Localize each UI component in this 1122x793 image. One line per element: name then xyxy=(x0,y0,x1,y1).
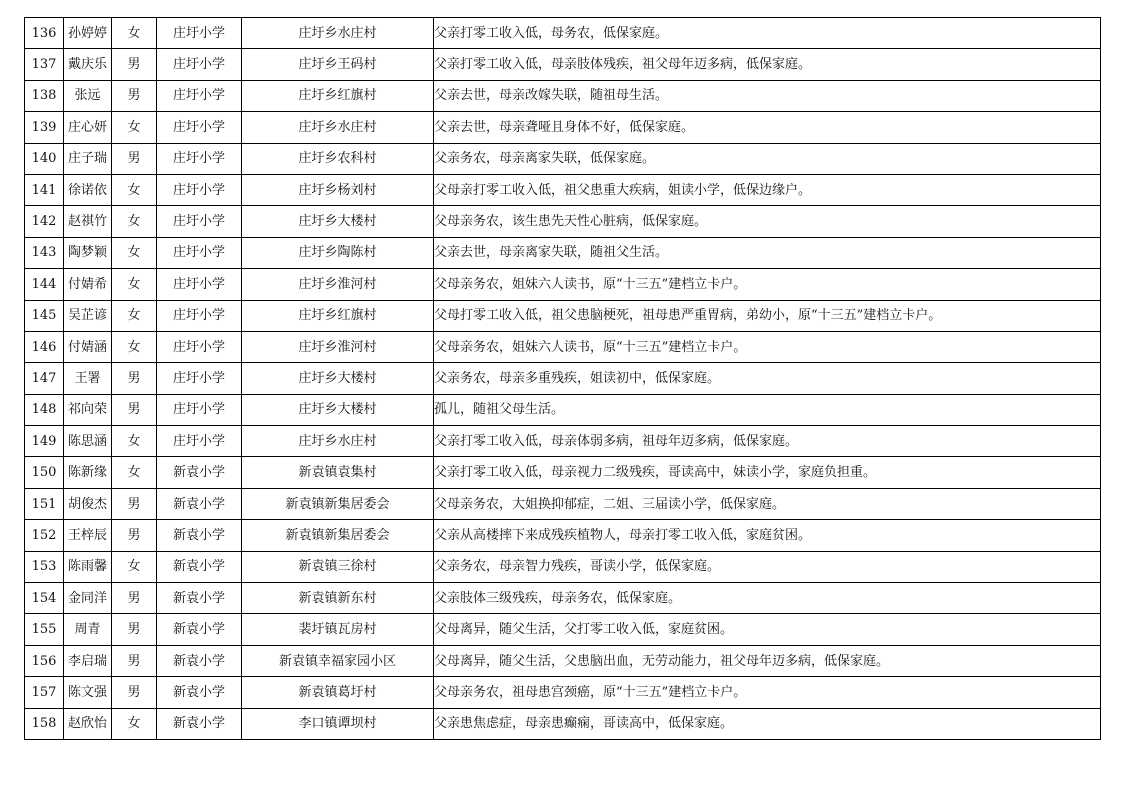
student-name-cell: 祁向荣 xyxy=(64,394,112,425)
row-number-cell: 156 xyxy=(25,645,64,676)
table-row xyxy=(25,300,1101,331)
student-name-cell: 金同洋 xyxy=(64,583,112,614)
hardship-reason-cell: 父母离异，随父生活，父打零工收入低，家庭贫困。 xyxy=(434,614,1101,645)
student-gender-cell: 女 xyxy=(112,551,157,582)
hardship-reason-cell: 父亲去世，母亲聋哑且身体不好，低保家庭。 xyxy=(434,112,1101,143)
student-name-cell: 赵祺竹 xyxy=(64,206,112,237)
hardship-reason-cell: 父亲患焦虑症，母亲患癫痫，哥读高中，低保家庭。 xyxy=(434,708,1101,739)
table-row xyxy=(25,457,1101,488)
hardship-reason-cell: 父母亲务农，祖母患宫颈癌，原“十三五”建档立卡户。 xyxy=(434,677,1101,708)
hardship-reason-cell: 父亲肢体三级残疾，母亲务农，低保家庭。 xyxy=(434,583,1101,614)
hardship-reason-cell: 父母亲务农，姐妹六人读书，原“十三五”建档立卡户。 xyxy=(434,269,1101,300)
home-address-cell: 庄圩乡水庄村 xyxy=(242,426,434,457)
student-name-cell: 庄心妍 xyxy=(64,112,112,143)
row-number-cell: 137 xyxy=(25,49,64,80)
table-row xyxy=(25,394,1101,425)
student-name-cell: 陈新缘 xyxy=(64,457,112,488)
home-address-cell: 庄圩乡红旗村 xyxy=(242,80,434,111)
hardship-reason-cell: 孤儿，随祖父母生活。 xyxy=(434,394,1101,425)
student-gender-cell: 男 xyxy=(112,583,157,614)
table-row xyxy=(25,269,1101,300)
student-name-cell: 陈文强 xyxy=(64,677,112,708)
home-address-cell: 新袁镇新东村 xyxy=(242,583,434,614)
home-address-cell: 庄圩乡水庄村 xyxy=(242,18,434,49)
row-number-cell: 154 xyxy=(25,583,64,614)
row-number-cell: 148 xyxy=(25,394,64,425)
hardship-reason-cell: 父母打零工收入低，祖父患脑梗死，祖母患严重胃病，弟幼小，原“十三五”建档立卡户。 xyxy=(434,300,1101,331)
hardship-reason-cell: 父母亲打零工收入低，祖父患重大疾病，姐读小学，低保边缘户。 xyxy=(434,174,1101,205)
home-address-cell: 庄圩乡大楼村 xyxy=(242,363,434,394)
row-number-cell: 142 xyxy=(25,206,64,237)
home-address-cell: 庄圩乡淮河村 xyxy=(242,331,434,362)
school-name-cell: 新袁小学 xyxy=(157,614,242,645)
table-row xyxy=(25,237,1101,268)
student-gender-cell: 女 xyxy=(112,112,157,143)
row-number-cell: 151 xyxy=(25,488,64,519)
row-number-cell: 155 xyxy=(25,614,64,645)
student-gender-cell: 男 xyxy=(112,363,157,394)
school-name-cell: 新袁小学 xyxy=(157,551,242,582)
student-gender-cell: 女 xyxy=(112,206,157,237)
student-name-cell: 戴庆乐 xyxy=(64,49,112,80)
hardship-reason-cell: 父亲打零工收入低，母亲视力二级残疾，哥读高中，妹读小学，家庭负担重。 xyxy=(434,457,1101,488)
student-gender-cell: 男 xyxy=(112,520,157,551)
school-name-cell: 庄圩小学 xyxy=(157,112,242,143)
student-gender-cell: 女 xyxy=(112,174,157,205)
student-gender-cell: 男 xyxy=(112,394,157,425)
student-gender-cell: 男 xyxy=(112,488,157,519)
table-row xyxy=(25,426,1101,457)
school-name-cell: 庄圩小学 xyxy=(157,174,242,205)
home-address-cell: 庄圩乡大楼村 xyxy=(242,394,434,425)
hardship-reason-cell: 父亲从高楼摔下来成残疾植物人，母亲打零工收入低，家庭贫困。 xyxy=(434,520,1101,551)
student-gender-cell: 男 xyxy=(112,49,157,80)
school-name-cell: 庄圩小学 xyxy=(157,394,242,425)
home-address-cell: 庄圩乡红旗村 xyxy=(242,300,434,331)
table-row xyxy=(25,80,1101,111)
student-name-cell: 王署 xyxy=(64,363,112,394)
student-name-cell: 张远 xyxy=(64,80,112,111)
student-gender-cell: 男 xyxy=(112,143,157,174)
table-body xyxy=(25,18,1101,740)
student-name-cell: 陈雨馨 xyxy=(64,551,112,582)
home-address-cell: 裴圩镇瓦房村 xyxy=(242,614,434,645)
student-name-cell: 徐诺依 xyxy=(64,174,112,205)
student-gender-cell: 男 xyxy=(112,645,157,676)
table-row xyxy=(25,645,1101,676)
table-row xyxy=(25,488,1101,519)
student-name-cell: 李启瑞 xyxy=(64,645,112,676)
school-name-cell: 新袁小学 xyxy=(157,488,242,519)
home-address-cell: 新袁镇袁集村 xyxy=(242,457,434,488)
home-address-cell: 新袁镇幸福家园小区 xyxy=(242,645,434,676)
table-row xyxy=(25,331,1101,362)
school-name-cell: 庄圩小学 xyxy=(157,300,242,331)
row-number-cell: 150 xyxy=(25,457,64,488)
hardship-reason-cell: 父亲打零工收入低，母亲肢体残疾，祖父母年迈多病，低保家庭。 xyxy=(434,49,1101,80)
hardship-reason-cell: 父亲务农，母亲智力残疾，哥读小学，低保家庭。 xyxy=(434,551,1101,582)
table-row xyxy=(25,18,1101,49)
row-number-cell: 136 xyxy=(25,18,64,49)
student-name-cell: 孙婷婷 xyxy=(64,18,112,49)
student-name-cell: 庄子瑞 xyxy=(64,143,112,174)
student-name-cell: 周青 xyxy=(64,614,112,645)
student-gender-cell: 女 xyxy=(112,708,157,739)
table-row xyxy=(25,520,1101,551)
home-address-cell: 庄圩乡农科村 xyxy=(242,143,434,174)
hardship-reason-cell: 父亲务农，母亲离家失联，低保家庭。 xyxy=(434,143,1101,174)
school-name-cell: 庄圩小学 xyxy=(157,18,242,49)
home-address-cell: 庄圩乡王码村 xyxy=(242,49,434,80)
home-address-cell: 新袁镇三徐村 xyxy=(242,551,434,582)
table-row xyxy=(25,363,1101,394)
student-name-cell: 付婧涵 xyxy=(64,331,112,362)
home-address-cell: 新袁镇葛圩村 xyxy=(242,677,434,708)
school-name-cell: 庄圩小学 xyxy=(157,363,242,394)
student-gender-cell: 男 xyxy=(112,677,157,708)
table-row xyxy=(25,143,1101,174)
school-name-cell: 新袁小学 xyxy=(157,457,242,488)
student-name-cell: 吴芷谚 xyxy=(64,300,112,331)
student-gender-cell: 女 xyxy=(112,237,157,268)
hardship-reason-cell: 父母亲务农，姐妹六人读书，原“十三五”建档立卡户。 xyxy=(434,331,1101,362)
school-name-cell: 庄圩小学 xyxy=(157,269,242,300)
student-aid-table xyxy=(24,17,1101,740)
table-row xyxy=(25,614,1101,645)
student-gender-cell: 女 xyxy=(112,269,157,300)
school-name-cell: 庄圩小学 xyxy=(157,206,242,237)
school-name-cell: 新袁小学 xyxy=(157,520,242,551)
table-row xyxy=(25,583,1101,614)
student-gender-cell: 男 xyxy=(112,614,157,645)
home-address-cell: 庄圩乡陶陈村 xyxy=(242,237,434,268)
home-address-cell: 新袁镇新集居委会 xyxy=(242,488,434,519)
row-number-cell: 145 xyxy=(25,300,64,331)
school-name-cell: 庄圩小学 xyxy=(157,331,242,362)
row-number-cell: 143 xyxy=(25,237,64,268)
table-row xyxy=(25,206,1101,237)
row-number-cell: 152 xyxy=(25,520,64,551)
home-address-cell: 庄圩乡大楼村 xyxy=(242,206,434,237)
home-address-cell: 庄圩乡水庄村 xyxy=(242,112,434,143)
home-address-cell: 庄圩乡淮河村 xyxy=(242,269,434,300)
student-gender-cell: 女 xyxy=(112,331,157,362)
school-name-cell: 新袁小学 xyxy=(157,583,242,614)
table-row xyxy=(25,174,1101,205)
row-number-cell: 149 xyxy=(25,426,64,457)
school-name-cell: 庄圩小学 xyxy=(157,80,242,111)
hardship-reason-cell: 父母亲务农，该生患先天性心脏病，低保家庭。 xyxy=(434,206,1101,237)
row-number-cell: 139 xyxy=(25,112,64,143)
table-row xyxy=(25,708,1101,739)
row-number-cell: 138 xyxy=(25,80,64,111)
student-gender-cell: 女 xyxy=(112,18,157,49)
school-name-cell: 庄圩小学 xyxy=(157,426,242,457)
hardship-reason-cell: 父亲去世，母亲改嫁失联，随祖母生活。 xyxy=(434,80,1101,111)
row-number-cell: 157 xyxy=(25,677,64,708)
school-name-cell: 庄圩小学 xyxy=(157,143,242,174)
school-name-cell: 新袁小学 xyxy=(157,645,242,676)
student-gender-cell: 男 xyxy=(112,80,157,111)
row-number-cell: 146 xyxy=(25,331,64,362)
student-gender-cell: 女 xyxy=(112,457,157,488)
home-address-cell: 李口镇谭坝村 xyxy=(242,708,434,739)
student-name-cell: 赵欣怡 xyxy=(64,708,112,739)
student-name-cell: 付婧希 xyxy=(64,269,112,300)
student-name-cell: 陈思涵 xyxy=(64,426,112,457)
school-name-cell: 庄圩小学 xyxy=(157,237,242,268)
hardship-reason-cell: 父亲务农，母亲多重残疾，姐读初中，低保家庭。 xyxy=(434,363,1101,394)
row-number-cell: 144 xyxy=(25,269,64,300)
hardship-reason-cell: 父亲打零工收入低，母务农，低保家庭。 xyxy=(434,18,1101,49)
hardship-reason-cell: 父亲打零工收入低，母亲体弱多病，祖母年迈多病，低保家庭。 xyxy=(434,426,1101,457)
home-address-cell: 新袁镇新集居委会 xyxy=(242,520,434,551)
table-row xyxy=(25,551,1101,582)
student-name-cell: 王梓辰 xyxy=(64,520,112,551)
table-row xyxy=(25,49,1101,80)
row-number-cell: 141 xyxy=(25,174,64,205)
row-number-cell: 153 xyxy=(25,551,64,582)
row-number-cell: 158 xyxy=(25,708,64,739)
table-row xyxy=(25,112,1101,143)
student-name-cell: 胡俊杰 xyxy=(64,488,112,519)
home-address-cell: 庄圩乡杨刘村 xyxy=(242,174,434,205)
school-name-cell: 新袁小学 xyxy=(157,708,242,739)
table-row xyxy=(25,677,1101,708)
hardship-reason-cell: 父亲去世，母亲离家失联，随祖父生活。 xyxy=(434,237,1101,268)
school-name-cell: 新袁小学 xyxy=(157,677,242,708)
student-gender-cell: 女 xyxy=(112,426,157,457)
school-name-cell: 庄圩小学 xyxy=(157,49,242,80)
hardship-reason-cell: 父母离异，随父生活，父患脑出血，无劳动能力，祖父母年迈多病，低保家庭。 xyxy=(434,645,1101,676)
student-gender-cell: 女 xyxy=(112,300,157,331)
row-number-cell: 147 xyxy=(25,363,64,394)
hardship-reason-cell: 父母亲务农，大姐换抑郁症，二姐、三届读小学，低保家庭。 xyxy=(434,488,1101,519)
student-name-cell: 陶梦颖 xyxy=(64,237,112,268)
row-number-cell: 140 xyxy=(25,143,64,174)
